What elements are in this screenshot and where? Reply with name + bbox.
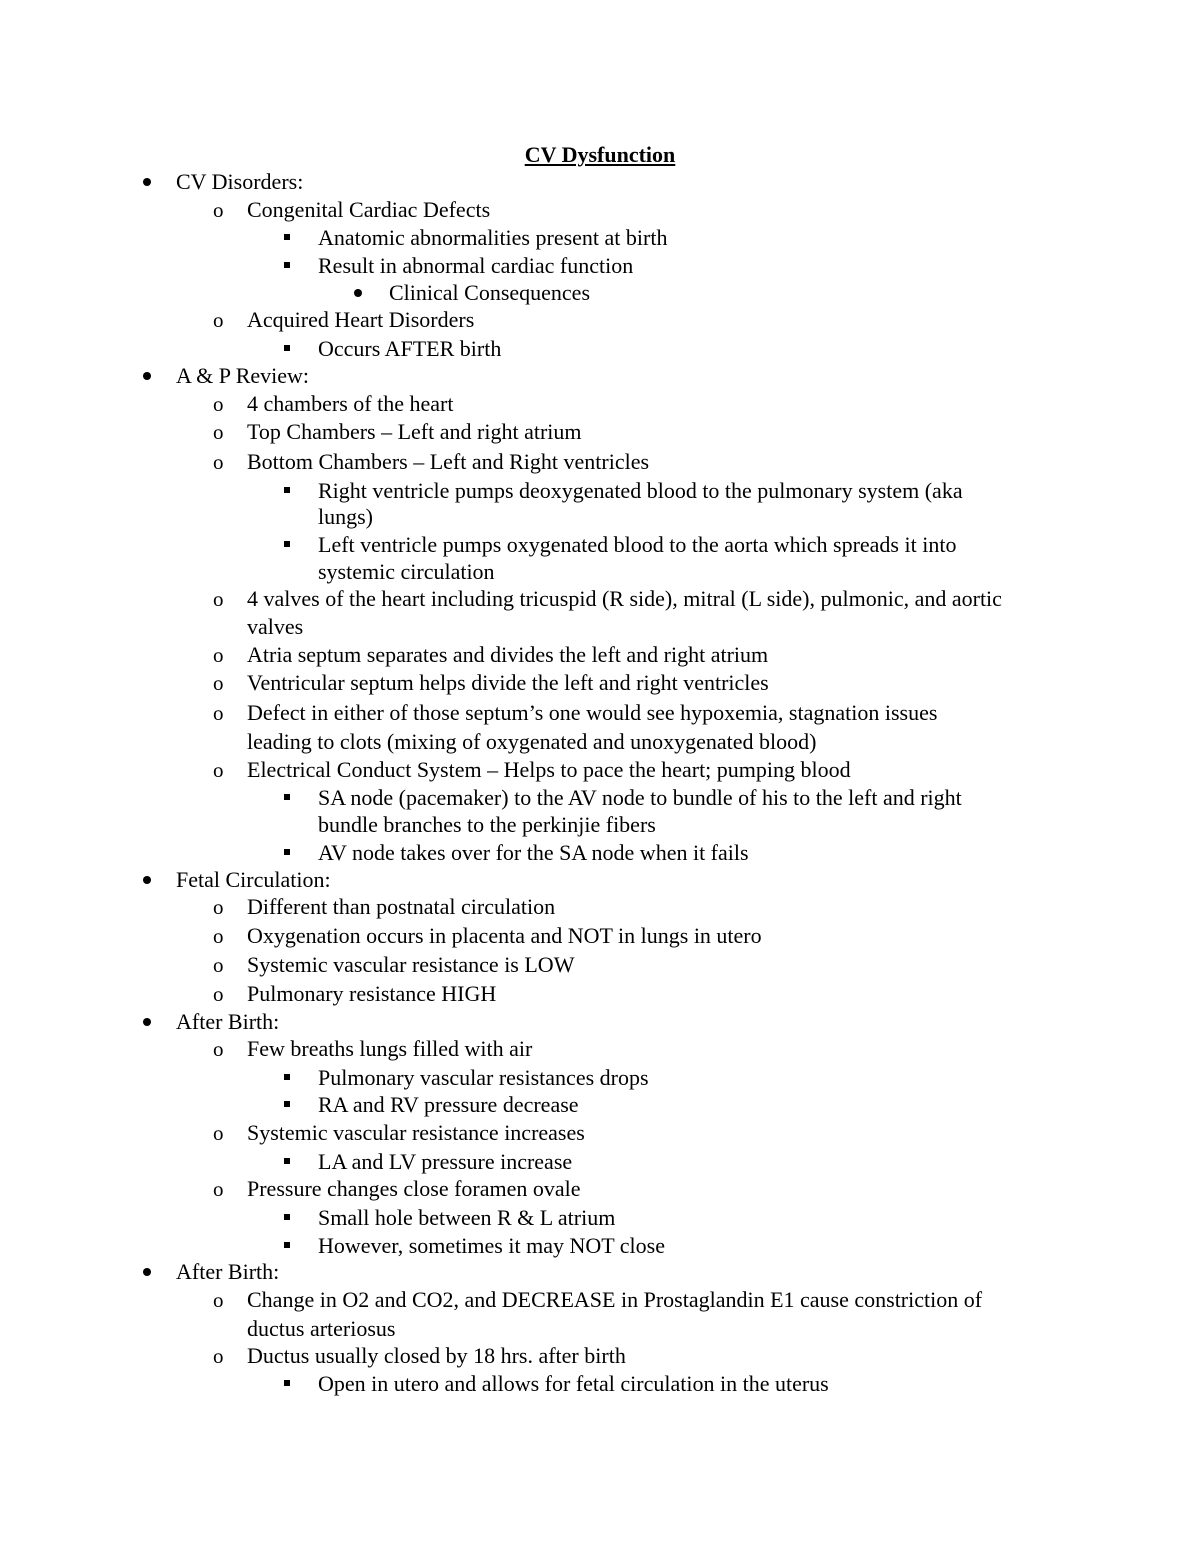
circle-bullet-icon: o — [213, 1121, 224, 1145]
item-text: Change in O2 and CO2, and DECREASE in Prostaglandin E1 cause constriction of — [247, 1287, 983, 1312]
circle-bullet-icon: o — [213, 953, 224, 977]
item-text: 4 valves of the heart including tricuspid (R side), mitral (L side), pulmonic, and aortic — [247, 586, 1002, 611]
item-text: Defect in either of those septum’s one would see hypoxemia, stagnation issues — [247, 700, 938, 725]
circle-bullet-icon: o — [213, 701, 224, 725]
circle-bullet-icon: o — [213, 895, 224, 919]
circle-bullet-icon: o — [213, 982, 224, 1006]
page-title: CV Dysfunction — [524, 142, 676, 167]
item-text: leading to clots (mixing of oxygenated and unoxygenated blood) — [247, 729, 817, 754]
circle-bullet-icon: o — [213, 1344, 224, 1368]
circle-bullet-icon: o — [213, 758, 224, 782]
item-text: bundle branches to the perkinjie fibers — [318, 812, 656, 837]
circle-bullet-icon: o — [213, 392, 224, 416]
item-text: Open in utero and allows for fetal circulation in the uterus — [318, 1371, 829, 1396]
item-text: LA and LV pressure increase — [318, 1149, 573, 1174]
item-text: Oxygenation occurs in placenta and NOT in lungs in utero — [247, 923, 762, 948]
item-text: Right ventricle pumps deoxygenated blood to the pulmonary system (aka — [318, 478, 963, 503]
item-text: SA node (pacemaker) to the AV node to bundle of his to the left and right — [318, 785, 962, 810]
item-text: Electrical Conduct System – Helps to pace the heart; pumping blood — [247, 757, 851, 782]
item-text: A & P Review: — [176, 363, 310, 388]
item-text: CV Disorders: — [176, 169, 304, 194]
circle-bullet-icon: o — [213, 643, 224, 667]
circle-bullet-icon: o — [213, 420, 224, 444]
circle-bullet-icon: o — [213, 198, 224, 222]
item-text: Systemic vascular resistance increases — [247, 1120, 585, 1145]
circle-bullet-icon: o — [213, 671, 224, 695]
circle-bullet-icon: o — [213, 450, 224, 474]
circle-bullet-icon: o — [213, 587, 224, 611]
item-text: AV node takes over for the SA node when it fails — [318, 840, 749, 865]
item-text: Few breaths lungs filled with air — [247, 1036, 533, 1061]
item-text: Systemic vascular resistance is LOW — [247, 952, 575, 977]
item-text: 4 chambers of the heart — [247, 391, 454, 416]
item-text: valves — [247, 614, 304, 639]
item-text: Pressure changes close foramen ovale — [247, 1176, 581, 1201]
item-text: Acquired Heart Disorders — [247, 307, 475, 332]
item-text: Pulmonary vascular resistances drops — [318, 1065, 649, 1090]
item-text: After Birth: — [176, 1259, 280, 1284]
item-text: Different than postnatal circulation — [247, 894, 556, 919]
item-text: After Birth: — [176, 1009, 280, 1034]
item-text: Left ventricle pumps oxygenated blood to the aorta which spreads it into — [318, 532, 957, 557]
item-text: ductus arteriosus — [247, 1316, 396, 1341]
circle-bullet-icon: o — [213, 1288, 224, 1312]
item-text: Occurs AFTER birth — [318, 336, 502, 361]
circle-bullet-icon: o — [213, 308, 224, 332]
item-text: systemic circulation — [318, 559, 495, 584]
item-text: Small hole between R & L atrium — [318, 1205, 616, 1230]
item-text: Anatomic abnormalities present at birth — [318, 225, 668, 250]
item-text: Result in abnormal cardiac function — [318, 253, 634, 278]
item-text: Bottom Chambers – Left and Right ventricles — [247, 449, 650, 474]
item-text: Top Chambers – Left and right atrium — [247, 419, 582, 444]
item-text: Congenital Cardiac Defects — [247, 197, 491, 222]
circle-bullet-icon: o — [213, 924, 224, 948]
item-text: However, sometimes it may NOT close — [318, 1233, 665, 1258]
item-text: RA and RV pressure decrease — [318, 1092, 579, 1117]
item-text: Atria septum separates and divides the left and right atrium — [247, 642, 769, 667]
item-text: Ductus usually closed by 18 hrs. after birth — [247, 1343, 626, 1368]
item-text: Ventricular septum helps divide the left and right ventricles — [247, 670, 769, 695]
item-text: Clinical Consequences — [389, 280, 591, 305]
item-text: Fetal Circulation: — [176, 867, 331, 892]
circle-bullet-icon: o — [213, 1037, 224, 1061]
item-text: Pulmonary resistance HIGH — [247, 981, 497, 1006]
circle-bullet-icon: o — [213, 1177, 224, 1201]
item-text: lungs) — [318, 504, 373, 529]
